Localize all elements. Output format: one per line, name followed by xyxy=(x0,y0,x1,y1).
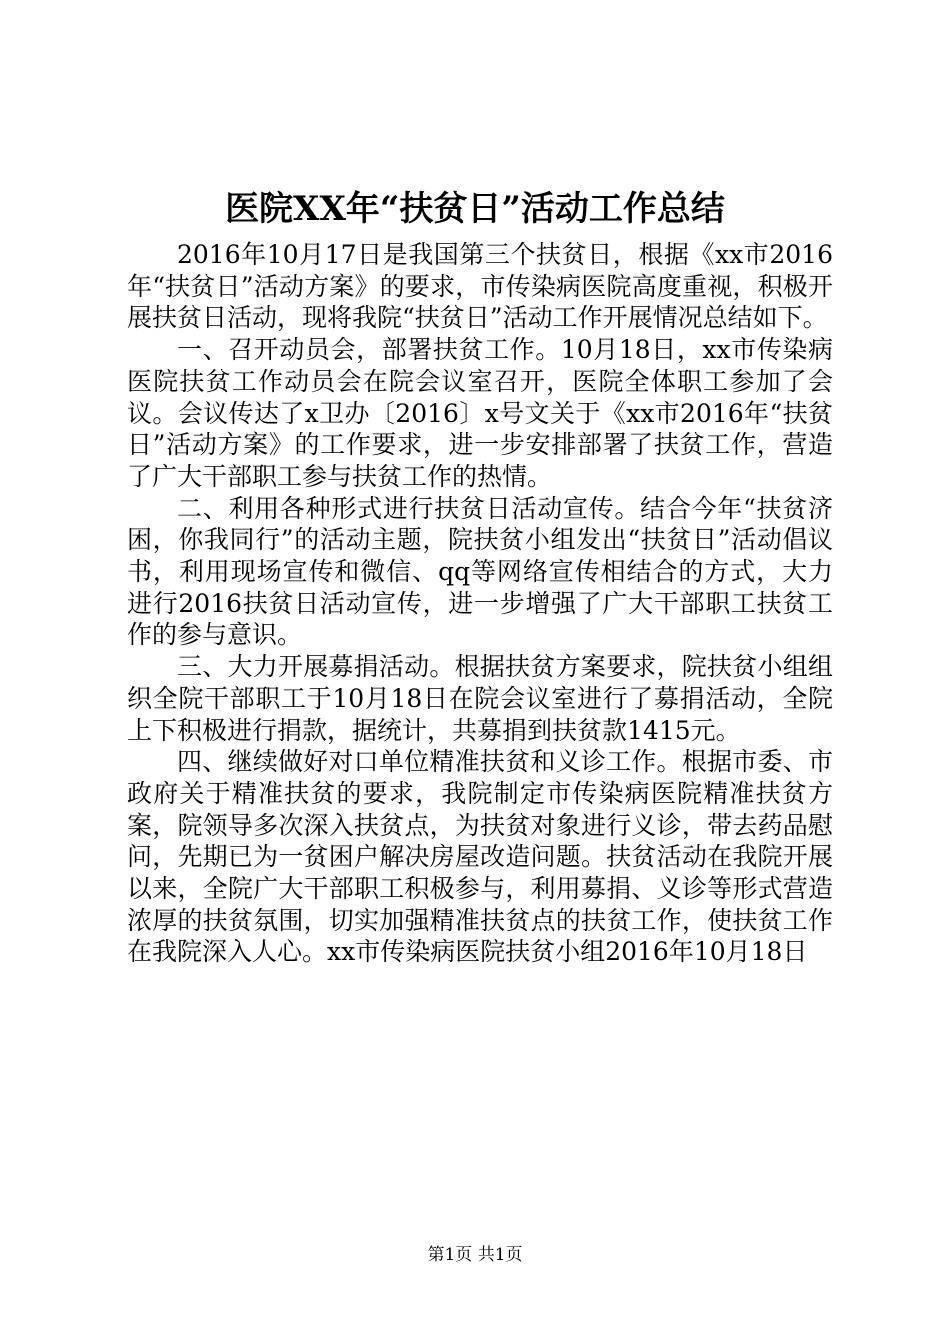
document-body xyxy=(127,239,833,968)
paragraph-intro: 2016年10月17日是我国第三个扶贫日，根据《xx市2016年“扶贫日”活动方案》的要求，市传染病医院高度重视，积极开展扶贫日活动，现将我院“扶贫日”活动工作开展情况总结如下。 xyxy=(127,240,833,333)
paragraph-section-4: 四、继续做好对口单位精准扶贫和义诊工作。根据市委、市政府关于精准扶贫的要求，我院制定市传染病医院精准扶贫方案，院领导多次深入扶贫点，为扶贫对象进行义诊，带去药品慰问，先期已为一贫困户解决房屋改造问题。扶贫活动在我院开展以来，全院广大干部职工积极参与，利用募捐、义诊等形式营造浓厚的扶贫氛围，切实加强精准扶贫点的扶贫工作，使扶贫工作在我院深入人心。xx市传染病医院扶贫小组2016年10月18日 xyxy=(127,747,833,967)
page-number-footer: 第1页 共1页 xyxy=(427,1245,523,1265)
paragraph-section-2: 二、利用各种形式进行扶贫日活动宣传。结合今年“扶贫济困，你我同行”的活动主题，院扶贫小组发出“扶贫日”活动倡议书，利用现场宣传和微信、qq等网络宣传相结合的方式，大力进行2016扶贫日活动宣传，进一步增强了广大干部职工扶贫工作的参与意识。 xyxy=(127,493,833,650)
paragraph-section-3: 三、大力开展募捐活动。根据扶贫方案要求，院扶贫小组组织全院干部职工于10月18日在院会议室进行了募捐活动，全院上下积极进行捐款，据统计，共募捐到扶贫款1415元。 xyxy=(127,652,833,745)
document-title: 医院XX年“扶贫日”活动工作总结 xyxy=(225,189,725,229)
paragraph-section-1: 一、召开动员会，部署扶贫工作。10月18日，xx市传染病医院扶贫工作动员会在院会议室召开，医院全体职工参加了会议。会议传达了x卫办〔2016〕x号文关于《xx市2016年“扶贫日”活动方案》的工作要求，进一步安排部署了扶贫工作，营造了广大干部职工参与扶贫工作的热情。 xyxy=(127,335,833,491)
